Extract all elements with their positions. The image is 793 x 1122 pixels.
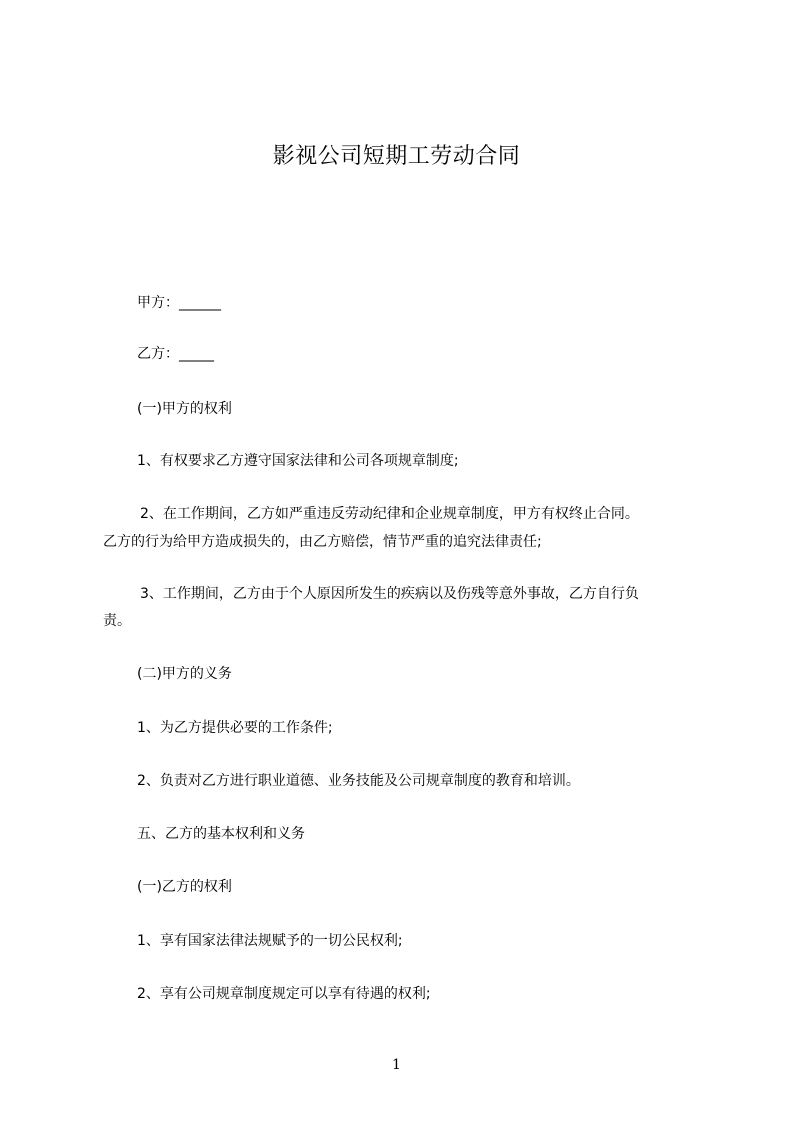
a-rights-item-3-line-1: 3、工作期间，乙方由于个人原因所发生的疾病以及伤残等意外事故，乙方自行负 xyxy=(140,586,639,602)
a-rights-item-3-line-2: 责。 xyxy=(103,613,131,629)
party-b-line: 乙方：_____ xyxy=(137,346,214,362)
b-rights-item-1: 1、享有国家法律法规赋予的一切公民权利; xyxy=(137,933,403,949)
section-heading-a-duties: (二)甲方的义务 xyxy=(137,666,232,682)
a-duties-item-2: 2、负责对乙方进行职业道德、业务技能及公司规章制度的教育和培训。 xyxy=(137,773,580,789)
section-heading-five: 五、乙方的基本权利和义务 xyxy=(137,826,305,842)
a-rights-item-2-line-2: 乙方的行为给甲方造成损失的，由乙方赔偿，情节严重的追究法律责任; xyxy=(103,534,542,550)
a-rights-item-1: 1、有权要求乙方遵守国家法律和公司各项规章制度; xyxy=(137,453,459,469)
page-number: 1 xyxy=(392,1057,401,1073)
party-a-line: 甲方：______ xyxy=(137,295,221,311)
a-duties-item-1: 1、为乙方提供必要的工作条件; xyxy=(137,720,333,736)
b-rights-item-2: 2、享有公司规章制度规定可以享有待遇的权利; xyxy=(137,986,431,1002)
a-rights-item-2-line-1: 2、在工作期间，乙方如严重违反劳动纪律和企业规章制度，甲方有权终止合同。 xyxy=(140,506,639,522)
section-heading-b-rights: (一)乙方的权利 xyxy=(137,879,232,895)
document-title: 影视公司短期工劳动合同 xyxy=(272,144,521,169)
section-heading-a-rights: (一)甲方的权利 xyxy=(137,401,232,417)
